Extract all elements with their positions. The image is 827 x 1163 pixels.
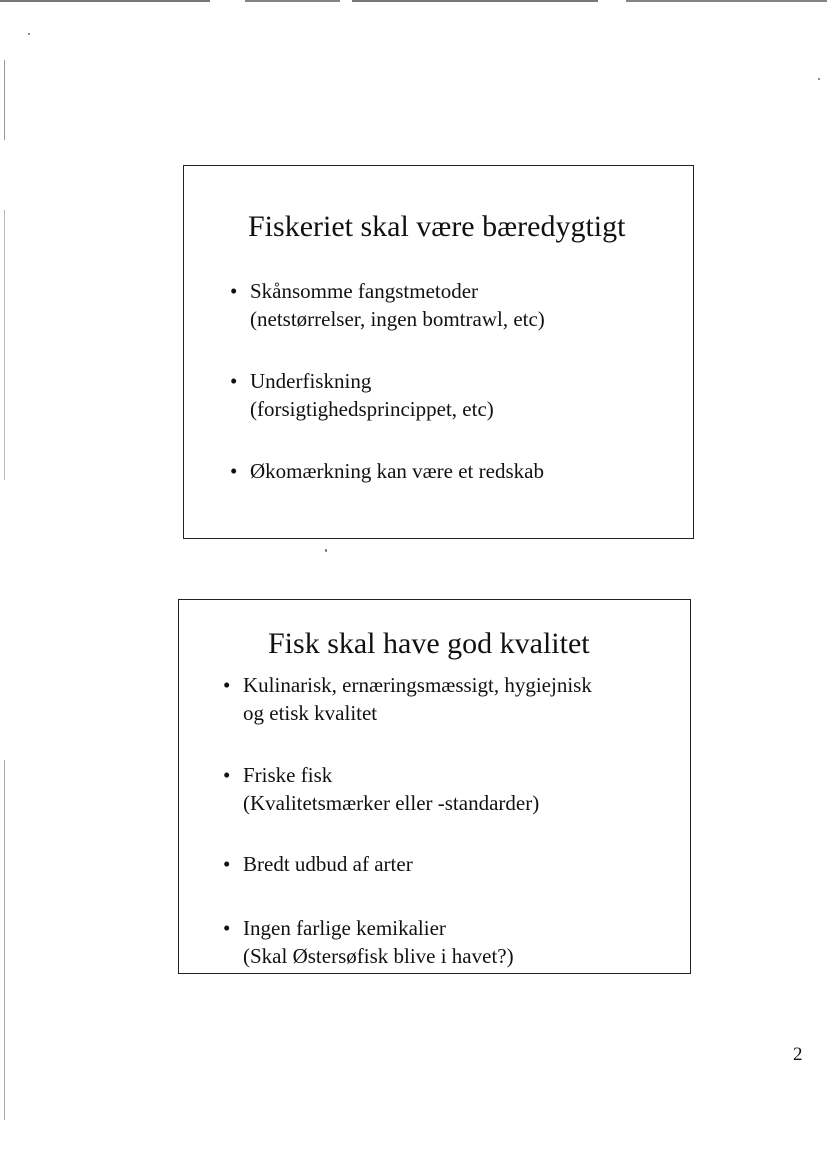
slide-title: Fisk skal have god kvalitet <box>268 627 590 660</box>
bullet-item <box>223 914 514 970</box>
scan-edge-top <box>0 0 827 2</box>
bullet-icon: • <box>230 459 238 483</box>
bullet-text: Bredt udbud af arter <box>243 852 413 876</box>
scan-speck <box>818 78 820 80</box>
bullet-icon: • <box>223 852 231 876</box>
bullet-icon: • <box>223 673 231 697</box>
bullet-icon: • <box>230 369 238 393</box>
bullet-item <box>230 457 544 485</box>
scan-speck <box>325 549 327 552</box>
bullet-subtext: (Kvalitetsmærker eller -standarder) <box>243 791 540 815</box>
bullet-text: Friske fisk <box>243 763 333 787</box>
bullet-icon: • <box>230 279 238 303</box>
bullet-item <box>230 367 494 423</box>
bullet-item <box>230 277 545 333</box>
page-number: 2 <box>793 1044 803 1065</box>
scan-speck <box>28 33 30 35</box>
bullet-text: Kulinarisk, ernæringsmæssigt, hygiejnisk <box>243 673 592 697</box>
bullet-subtext: og etisk kvalitet <box>243 701 378 725</box>
bullet-item <box>223 761 539 817</box>
bullet-icon: • <box>223 916 231 940</box>
bullet-subtext: (netstørrelser, ingen bomtrawl, etc) <box>250 307 545 331</box>
bullet-text: Underfiskning <box>250 369 372 393</box>
bullet-subtext: (Skal Østersøfisk blive i havet?) <box>243 944 514 968</box>
bullet-item <box>223 671 592 727</box>
bullet-text: Ingen farlige kemikalier <box>243 916 446 940</box>
bullet-icon: • <box>223 763 231 787</box>
slide-title: Fiskeriet skal være bæredygtigt <box>248 210 626 243</box>
bullet-text: Økomærkning kan være et redskab <box>250 459 544 483</box>
bullet-item <box>223 850 413 878</box>
bullet-subtext: (forsigtighedsprincippet, etc) <box>250 397 494 421</box>
slide-1 <box>183 165 694 539</box>
bullet-text: Skånsomme fangstmetoder <box>250 279 479 303</box>
slide-2 <box>178 599 691 974</box>
scan-edge-left <box>4 60 5 1120</box>
